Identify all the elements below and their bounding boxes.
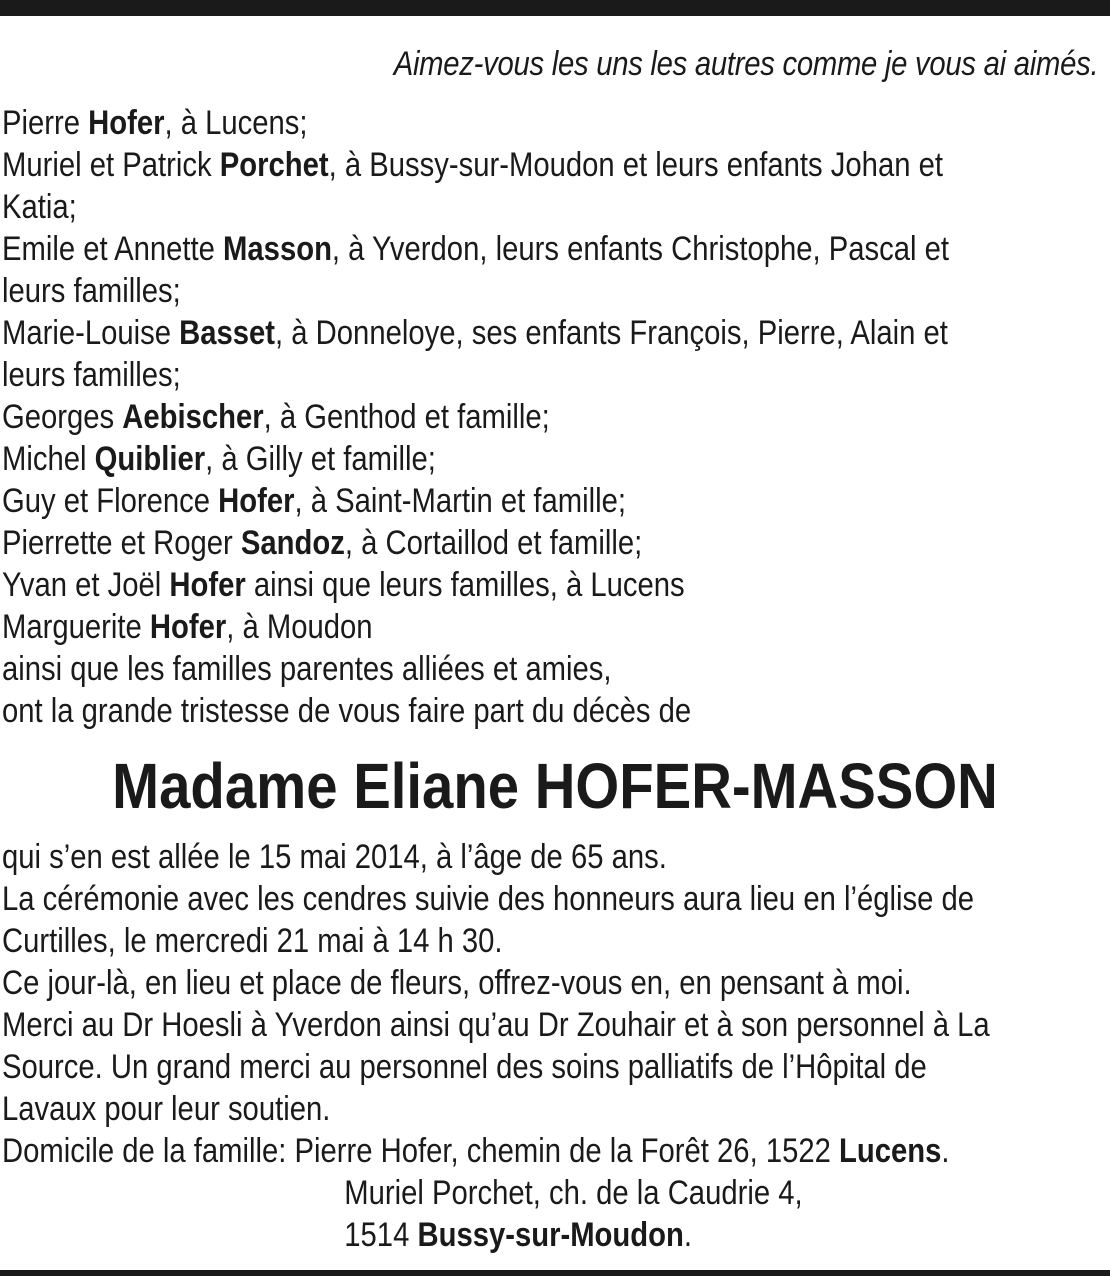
text-line: Ce jour-là, en lieu et place de fleurs, offrez-vous en, en pensant à moi. [2,964,912,1002]
family-line: Georges Aebischer, à Genthod et famille; [2,398,550,436]
text-line: Curtilles, le mercredi 21 mai à 14 h 30. [2,922,503,960]
announcement-text [2,836,1094,1256]
deceased-name: Madame Eliane HOFER-MASSON [112,750,998,822]
domicile-line: 1514 Bussy-sur-Moudon. [344,1216,693,1254]
family-line: Muriel et Patrick Porchet, à Bussy-sur-Moudon et leurs enfants Johan et [2,146,943,184]
family-line: Pierre Hofer, à Lucens; [2,104,308,142]
family-line: ainsi que les familles parentes alliées et amies, [2,650,612,688]
family-line: Yvan et Joël Hofer ainsi que leurs familles, à Lucens [2,566,685,604]
domicile-label: Domicile de la famille: [2,1132,295,1170]
family-line: Emile et Annette Masson, à Yverdon, leurs enfants Christophe, Pascal et [2,230,950,268]
bottom-rule [0,1270,1110,1276]
text-line: La cérémonie avec les cendres suivie des honneurs aura lieu en l’église de [2,880,975,918]
family-line: Marguerite Hofer, à Moudon [2,608,373,646]
domicile-line: Domicile de la famille: Pierre Hofer, chemin de la Forêt 26, 1522 Lucens. [2,1132,950,1170]
family-line: Guy et Florence Hofer, à Saint-Martin et famille; [2,482,627,520]
family-line: Pierrette et Roger Sandoz, à Cortaillod et famille; [2,524,643,562]
family-line: leurs familles; [2,356,181,394]
epigraph: Aimez-vous les uns les autres comme je vous ai aimés. [393,45,1098,83]
text-line: Source. Un grand merci au personnel des soins palliatifs de l’Hôpital de [2,1048,927,1086]
domicile-line: Muriel Porchet, ch. de la Caudrie 4, [344,1174,803,1212]
family-list [2,102,1094,732]
family-line: leurs familles; [2,272,181,310]
text-line: Lavaux pour leur soutien. [2,1090,331,1128]
top-rule [0,0,1110,16]
family-line: ont la grande tristesse de vous faire part du décès de [2,692,692,730]
text-line: qui s’en est allée le 15 mai 2014, à l’âge de 65 ans. [2,838,667,876]
family-line: Marie-Louise Basset, à Donneloye, ses enfants François, Pierre, Alain et [2,314,948,352]
text-line: Merci au Dr Hoesli à Yverdon ainsi qu’au Dr Zouhair et à son personnel à La [2,1006,990,1044]
family-line: Michel Quiblier, à Gilly et famille; [2,440,436,478]
family-line: Katia; [2,188,77,226]
